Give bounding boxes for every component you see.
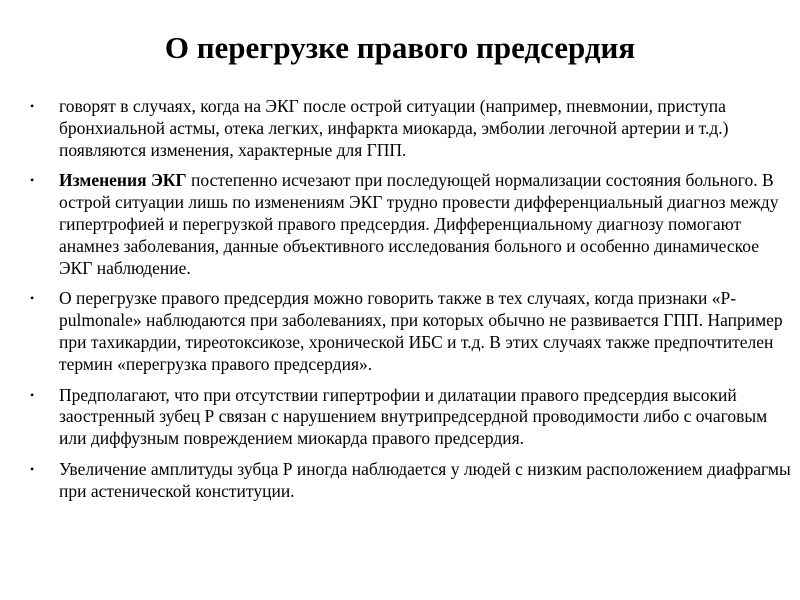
bullet-item bbox=[30, 288, 792, 375]
bullet-marker: • bbox=[30, 461, 35, 476]
bullet-item bbox=[30, 96, 792, 161]
bullet-text: Увеличение амплитуды зубца Р иногда наблюдается у людей с низким расположением диафрагмы при астенической конституции. bbox=[59, 458, 791, 501]
bullet-item bbox=[30, 385, 792, 450]
bullet-list bbox=[30, 96, 792, 512]
bullet-text: постепенно исчезают при последующей нормализации состояния больного. В острой ситуации лишь по изменениям ЭКГ трудно провести дифференциальный диагноз между гипертрофией и перегрузкой правого предсердия. Дифференциальному диагнозу помогают анамнез заболевания, данные объективного исследования больного и особенно динамическое ЭКГ наблюдение. bbox=[59, 170, 779, 278]
bullet-text: Предполагают, что при отсутствии гипертрофии и дилатации правого предсердия высокий заостренный зубец Р связан с нарушением внутрипредсердной проводимости либо с очаговым или диффузным повреждением миокарда правого предсердия. bbox=[59, 384, 768, 449]
bullet-item bbox=[30, 459, 792, 503]
bullet-marker: • bbox=[30, 99, 35, 113]
bullet-lead: Изменения ЭКГ bbox=[59, 170, 187, 191]
bullet-text: О перегрузке правого предсердия можно говорить также в тех случаях, когда признаки «P-pulmonale» наблюдаются при заболеваниях, при которых обычно не развивается ГПП. Например при тахикардии, тиреотоксикозе, хронической ИБС и т.д. В этих случаях также предпочтителен термин «перегрузка правого предсердия». bbox=[59, 288, 783, 374]
bullet-marker: • bbox=[30, 173, 35, 188]
slide-title: О перегрузке правого предсердия bbox=[164, 30, 636, 65]
bullet-marker: • bbox=[30, 291, 35, 306]
bullet-text: говорят в случаях, когда на ЭКГ после острой ситуации (например, пневмонии, приступа бронхиальной астмы, отека легких, инфаркта миокарда, эмболии легочной артерии и т.д.) появляются изменения, характерные для ГПП. bbox=[59, 96, 729, 160]
bullet-item bbox=[30, 170, 792, 279]
bullet-marker: • bbox=[30, 387, 35, 402]
